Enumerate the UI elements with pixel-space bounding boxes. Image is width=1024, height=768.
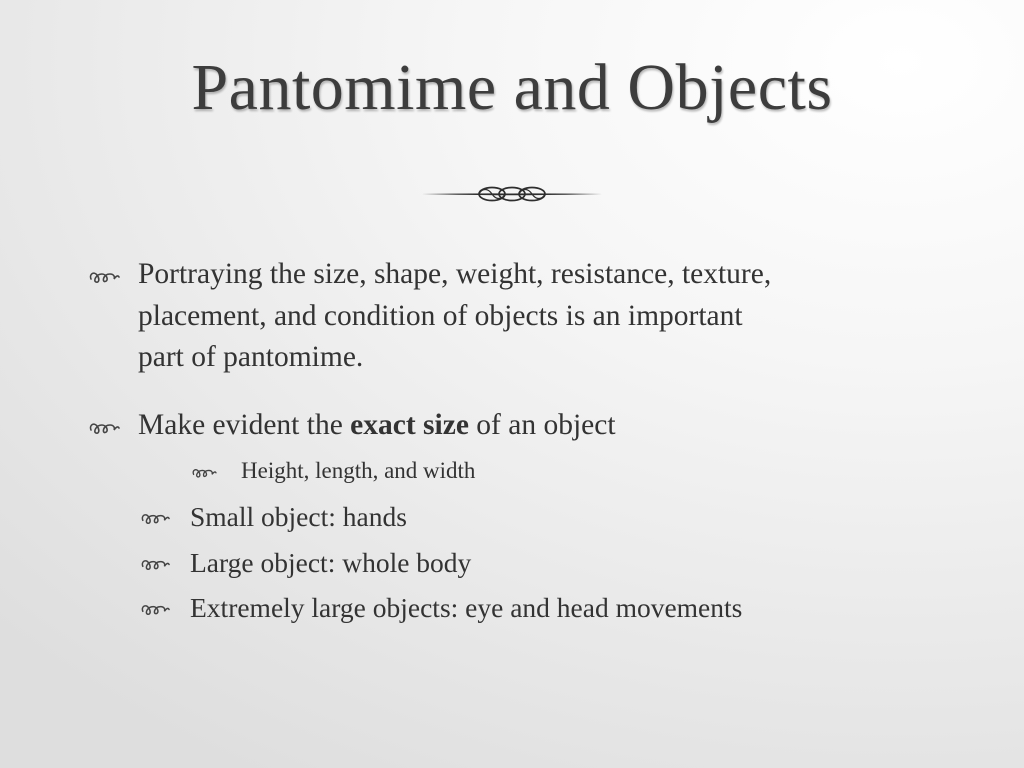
- bullet-text-plain: Make evident the: [138, 409, 351, 441]
- slide-title: Pantomime and Objects: [191, 51, 833, 124]
- loop-bullet-icon: [88, 417, 120, 437]
- ornamental-divider-icon: [422, 183, 602, 205]
- bullet-text: [138, 405, 616, 447]
- loop-bullet-icon: [140, 599, 170, 618]
- loop-bullet-icon: [88, 266, 120, 286]
- bullet-text: Portraying the size, shape, weight, resistance, texture, placement, and condition of objects is an important part of pantomime.: [138, 258, 772, 373]
- bullet-text-plain: of an object: [468, 409, 616, 441]
- bullet-text-bold: exact size: [350, 409, 469, 441]
- sub-bullet-text: Height, length, and width: [241, 458, 476, 483]
- loop-bullet-icon: [140, 508, 170, 527]
- loop-bullet-icon: [191, 464, 217, 480]
- sub-bullet-text: Extremely large objects: eye and head movements: [190, 592, 743, 623]
- loop-bullet-icon: [140, 554, 170, 573]
- sub-bullet-text: Small object: hands: [190, 501, 407, 532]
- sub-bullet-text: Large object: whole body: [190, 547, 472, 578]
